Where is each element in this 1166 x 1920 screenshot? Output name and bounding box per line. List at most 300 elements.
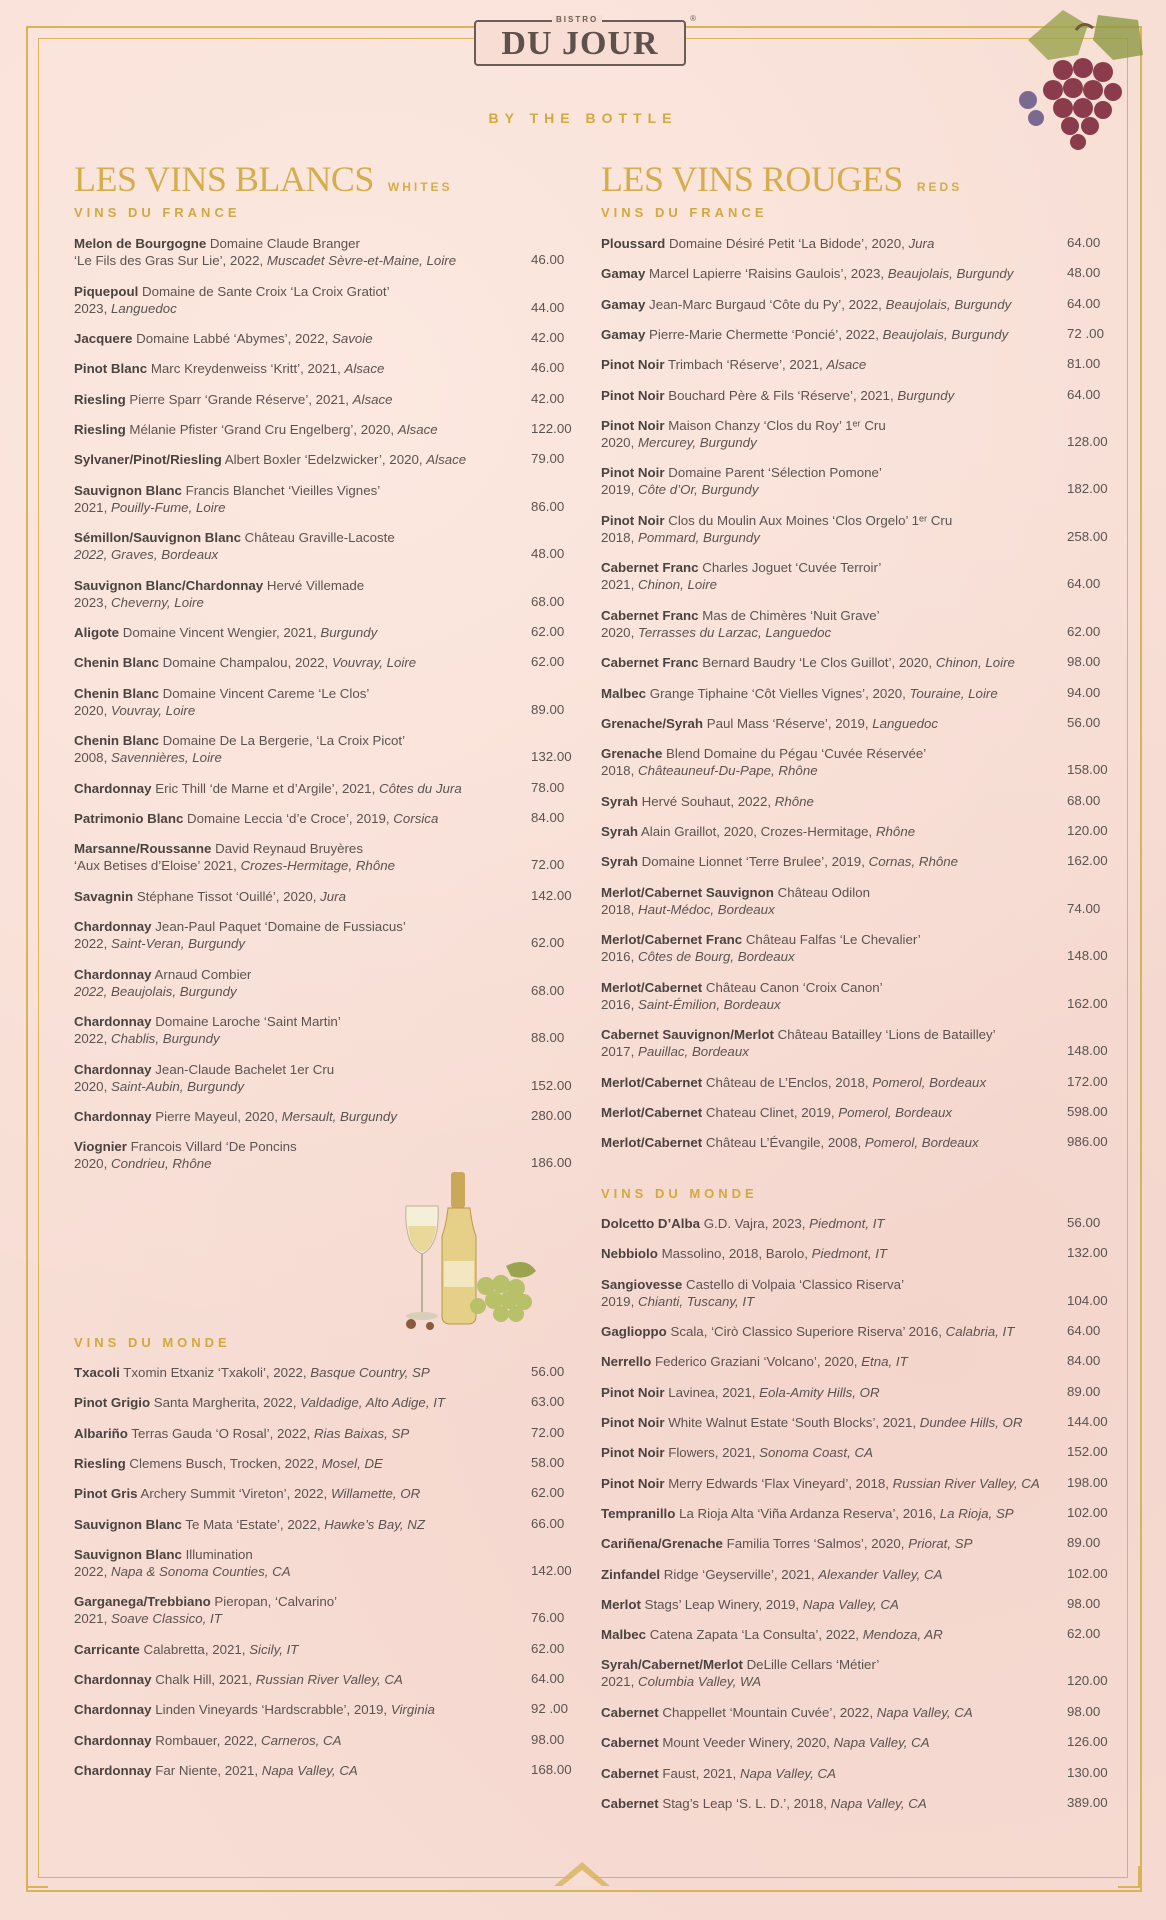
wine-item	[601, 607, 880, 641]
wine-grape: Syrah	[601, 824, 638, 839]
whites-france-heading: VINS DU FRANCE	[74, 205, 241, 220]
wine-region: Rias Baixas, SP	[313, 1425, 410, 1441]
wine-region: Mosel, DE	[321, 1455, 383, 1471]
wine-producer: Merry Edwards ‘Flax Vineyard’, 2018,	[664, 1475, 893, 1491]
wine-grape: Merlot	[601, 1596, 641, 1612]
wine-producer: Archery Summit ‘Vireton’, 2022,	[137, 1486, 331, 1502]
wine-item	[601, 1026, 996, 1060]
wine-producer: Scala, ‘Cirò Classico Superiore Riserva’ 2016,	[666, 1324, 946, 1340]
wine-producer: Domaine Parent ‘Sélection Pomone’	[664, 465, 882, 481]
reds-title	[601, 158, 962, 200]
wine-region: Basque Country, SP	[310, 1365, 430, 1380]
wine-price: 130.00	[1067, 1764, 1108, 1780]
wine-grape: Marsanne/Roussanne	[74, 841, 212, 857]
wine-item	[601, 1765, 836, 1782]
wine-region: Pauillac, Bordeaux	[637, 1044, 749, 1060]
wine-item	[601, 1444, 873, 1461]
wine-item	[601, 1656, 879, 1690]
wine-price: 68.00	[531, 593, 565, 609]
wine-price: 104.00	[1067, 1292, 1108, 1308]
wine-grape: Syrah	[601, 793, 638, 809]
wine-region: Pomerol, Bordeaux	[838, 1104, 953, 1120]
wine-region: Napa Valley, CA	[261, 1763, 358, 1778]
grapes-icon	[1008, 0, 1148, 170]
wine-price: 162.00	[1067, 853, 1108, 869]
wine-producer: Domaine Désiré Petit ‘La Bidode’, 2020,	[665, 236, 909, 251]
wine-region: Chinon, Loire	[637, 577, 718, 593]
wine-price: 148.00	[1067, 948, 1108, 964]
wine-item	[74, 1516, 425, 1533]
wine-region: Pommard, Burgundy	[637, 529, 760, 545]
wine-grape: Merlot/Cabernet	[601, 1104, 703, 1120]
wine-producer: Arnaud Combier	[151, 966, 252, 982]
wine-producer: Château de L’Enclos, 2018,	[702, 1074, 873, 1090]
wine-region: Russian River Valley, CA	[255, 1672, 403, 1688]
wine-producer: Château L’Évangile, 2008,	[702, 1135, 865, 1151]
wine-item	[601, 884, 870, 918]
wine-price: 68.00	[1067, 792, 1101, 808]
wine-region: Alsace	[344, 361, 385, 377]
wine-price: 68.00	[531, 982, 565, 998]
wine-grape: Merlot/Cabernet Franc	[601, 932, 743, 948]
wine-producer: Federico Graziani ‘Volcano’, 2020,	[651, 1354, 862, 1370]
wine-producer: DeLille Cellars ‘Métier’	[742, 1657, 880, 1673]
wine-item	[74, 966, 251, 1000]
wine-detail: 2023,	[74, 300, 111, 316]
wine-detail: 2021,	[74, 499, 111, 515]
wine-detail: 2008,	[74, 750, 111, 766]
wine-grape: Chardonnay	[74, 1109, 152, 1124]
wine-price: 142.00	[531, 1562, 572, 1578]
wine-item	[601, 1353, 908, 1370]
wine-price: 62.00	[1067, 623, 1101, 639]
wine-item	[601, 793, 814, 810]
wine-producer: Jean-Marc Burgaud ‘Côte du Py’, 2022,	[645, 296, 886, 312]
wine-price: 148.00	[1067, 1043, 1108, 1059]
wine-region: Napa Valley, CA	[802, 1596, 899, 1612]
wine-producer: Eric Thill ‘de Marne et d’Argile’, 2021,	[151, 780, 379, 796]
wine-price: 46.00	[531, 360, 565, 376]
wine-grape: Merlot/Cabernet	[601, 1074, 703, 1090]
wine-detail: 2020,	[74, 1156, 111, 1172]
wine-producer: Pieropan, ‘Calvarino’	[210, 1594, 338, 1610]
wine-region: Châteauneuf-Du-Pape, Rhône	[637, 763, 818, 779]
wine-grape: Chardonnay	[74, 919, 152, 934]
wine-region: Jura	[908, 236, 935, 251]
wine-item	[601, 1134, 979, 1151]
wine-region: Napa Valley, CA	[830, 1795, 927, 1811]
wine-price: 62.00	[1067, 1626, 1101, 1642]
wine-grape: Pinot Blanc	[74, 361, 148, 377]
wine-price: 56.00	[531, 1364, 565, 1379]
wine-price: 62.00	[531, 1640, 565, 1656]
wine-price: 48.00	[531, 546, 565, 561]
wine-producer: Castello di Volpaia ‘Classico Riserva’	[682, 1276, 905, 1292]
wine-item	[74, 840, 395, 874]
wine-producer: Château Falfas ‘Le Chevalier’	[742, 932, 921, 948]
wine-producer: Far Niente, 2021,	[151, 1763, 262, 1778]
wine-producer: Santa Margherita, 2022,	[150, 1395, 301, 1411]
wine-grape: Txacoli	[74, 1365, 120, 1380]
wine-producer: Clemens Busch, Trocken, 2022,	[125, 1455, 322, 1471]
wine-region: Burgundy	[897, 387, 955, 403]
wine-region: Valdadige, Alto Adige, IT	[300, 1395, 446, 1411]
wine-item	[74, 1108, 397, 1125]
wine-producer: Clos du Moulin Aux Moines ‘Clos Orgelo’ 1ᵉʳ Cru	[664, 512, 953, 528]
corner-ornament	[26, 26, 48, 48]
wine-grape: Nebbiolo	[601, 1246, 658, 1262]
tagline: BY THE BOTTLE	[488, 110, 678, 126]
wine-item	[74, 330, 373, 347]
wine-grape: Chenin Blanc	[74, 685, 159, 701]
wine-grape: Pinot Noir	[601, 1475, 665, 1491]
wine-producer: Illumination	[181, 1546, 253, 1562]
wine-producer: Pierre-Marie Chermette ‘Poncié’, 2022,	[645, 326, 883, 342]
wine-grape: Gamay	[601, 266, 646, 282]
wine-producer: Massolino, 2018, Barolo,	[657, 1246, 812, 1262]
wine-item	[601, 265, 1013, 282]
wine-detail: 2022,	[74, 936, 111, 951]
wine-price: 84.00	[1067, 1353, 1101, 1369]
wine-producer: Chappellet ‘Mountain Cuvée’, 2022,	[658, 1704, 877, 1720]
wine-price: 74.00	[1067, 900, 1101, 916]
wine-producer: Linden Vineyards ‘Hardscrabble’, 2019,	[151, 1702, 391, 1718]
wine-producer: Marc Kreydenweiss ‘Kritt’, 2021,	[147, 361, 345, 377]
wine-price: 72.00	[531, 857, 565, 873]
wine-grape: Pinot Noir	[601, 387, 665, 403]
wine-producer: Château Graville-Lacoste	[240, 530, 395, 545]
wine-grape: Aligote	[74, 625, 120, 640]
wine-price: 120.00	[1067, 1673, 1108, 1689]
wine-producer: Domaine De La Bergerie, ‘La Croix Picot’	[158, 733, 406, 749]
wine-price: 84.00	[531, 809, 565, 825]
wine-item	[74, 1593, 337, 1627]
wine-region: Priorat, SP	[908, 1536, 973, 1552]
wine-price: 66.00	[531, 1515, 565, 1531]
wine-region: Napa & Sonoma Counties, CA	[110, 1563, 291, 1579]
whites-title-text: LES VINS BLANCS	[74, 159, 374, 199]
wine-item	[601, 715, 938, 732]
wine-region: Columbia Valley, WA	[637, 1674, 762, 1690]
whites-title	[74, 158, 453, 200]
wine-grape: Chardonnay	[74, 1763, 152, 1778]
wine-detail: 2017,	[601, 1044, 638, 1060]
wine-price: 102.00	[1067, 1504, 1108, 1520]
wine-region: Muscadet Sèvre-et-Maine, Loire	[266, 253, 457, 268]
wine-producer: Paul Mass ‘Réserve’, 2019,	[703, 715, 873, 731]
wine-region: Haut-Médoc, Bordeaux	[637, 901, 775, 917]
logo-registered-mark: ®	[690, 14, 696, 23]
wine-grape: Chenin Blanc	[74, 655, 159, 671]
wine-grape: Piquepoul	[74, 283, 139, 299]
wine-region: Chablis, Burgundy	[110, 1031, 220, 1046]
wine-producer: Familia Torres ‘Salmos’, 2020,	[722, 1536, 909, 1552]
wine-item	[601, 1104, 952, 1121]
wine-item	[601, 823, 915, 840]
wine-price: 42.00	[531, 330, 565, 345]
wine-price: 182.00	[1067, 481, 1108, 497]
wine-detail: 2021,	[74, 1611, 111, 1627]
wine-producer: Château Odilon	[773, 884, 870, 900]
wine-grape: Merlot/Cabernet	[601, 979, 703, 995]
wine-grape: Chenin Blanc	[74, 733, 159, 749]
wine-item	[601, 979, 883, 1013]
wine-price: 168.00	[531, 1762, 572, 1777]
wine-region: Côtes de Bourg, Bordeaux	[637, 949, 795, 965]
wine-price: 89.00	[1067, 1383, 1101, 1399]
wine-price: 72.00	[531, 1424, 565, 1440]
wine-price: 389.00	[1067, 1794, 1108, 1810]
wine-region: Napa Valley, CA	[876, 1704, 973, 1720]
wine-item	[74, 529, 395, 563]
wine-region: Chinon, Loire	[935, 655, 1015, 671]
wine-item	[601, 1535, 973, 1552]
wine-detail: ‘Aux Betises d’Eloise’ 2021,	[74, 858, 241, 874]
wine-item	[74, 1641, 298, 1658]
wine-grape: Pinot Noir	[601, 417, 665, 433]
wine-price: 162.00	[1067, 995, 1108, 1011]
wine-grape: Pinot Noir	[601, 1445, 665, 1461]
wine-grape: Sauvignon Blanc	[74, 1546, 182, 1562]
wine-grape: Gamay	[601, 296, 646, 312]
wine-item	[601, 685, 998, 702]
wine-region: 2022, Graves, Bordeaux	[74, 547, 219, 562]
wine-grape: Cabernet	[601, 1795, 659, 1811]
wine-region: Mendoza, AR	[862, 1627, 943, 1643]
wine-grape: Gamay	[601, 326, 646, 342]
wine-detail: 2016,	[601, 996, 638, 1012]
wine-price: 172.00	[1067, 1073, 1108, 1089]
wine-region: Beaujolais, Burgundy	[885, 296, 1012, 312]
wine-price: 94.00	[1067, 684, 1101, 700]
wine-region: Savoie	[331, 331, 373, 346]
wine-price: 92 .00	[531, 1701, 568, 1717]
wine-price: 98.00	[1067, 1595, 1101, 1611]
wine-producer: Trimbach ‘Réserve’, 2021,	[664, 357, 827, 373]
wine-item	[74, 1701, 435, 1718]
wine-item	[601, 654, 1015, 671]
wine-region: Mersault, Burgundy	[281, 1109, 397, 1124]
whites-subtitle: WHITES	[387, 180, 453, 194]
wine-region: Cheverny, Loire	[110, 594, 204, 610]
wine-price: 120.00	[1067, 823, 1108, 838]
wine-price: 128.00	[1067, 433, 1108, 449]
wine-price: 78.00	[531, 779, 565, 795]
wine-grape: Cariñena/Grenache	[601, 1536, 723, 1552]
wine-item	[74, 1546, 291, 1580]
wine-price: 79.00	[531, 451, 565, 467]
wine-item	[74, 1762, 358, 1779]
wine-item	[74, 1425, 409, 1442]
wine-producer: Domaine Lionnet ‘Terre Brulee’, 2019,	[637, 854, 869, 870]
wine-detail: 2020,	[74, 1078, 111, 1094]
wine-item	[601, 1384, 880, 1401]
wine-region: Vouvray, Loire	[110, 702, 196, 718]
wine-detail: 2019,	[601, 1293, 638, 1309]
wine-item	[601, 1323, 1014, 1340]
wine-region: Beaujolais, Burgundy	[887, 266, 1014, 282]
wine-item	[601, 931, 921, 965]
wine-item	[601, 1795, 927, 1812]
wine-grape: Savagnin	[74, 888, 134, 904]
wine-price: 76.00	[531, 1610, 565, 1626]
wine-price: 186.00	[531, 1155, 572, 1171]
wine-price: 102.00	[1067, 1565, 1108, 1581]
wine-price: 86.00	[531, 498, 565, 514]
wine-producer: Jean-Paul Paquet ‘Domaine de Fussiacus’	[151, 919, 406, 934]
wine-producer: Pierre Mayeul, 2020,	[151, 1109, 282, 1124]
wine-grape: Syrah/Cabernet/Merlot	[601, 1657, 743, 1673]
wine-region: La Rioja, SP	[939, 1505, 1014, 1521]
wine-producer: Marcel Lapierre ‘Raisins Gaulois’, 2023,	[645, 266, 888, 282]
wine-item	[74, 1061, 334, 1095]
wine-producer: La Rioja Alta ‘Viña Ardanza Reserva’, 2016,	[675, 1505, 940, 1521]
wine-producer: Mélanie Pfister ‘Grand Cru Engelberg’, 2020,	[125, 421, 398, 437]
wine-price: 98.00	[1067, 654, 1101, 670]
wine-grape: Sauvignon Blanc	[74, 482, 182, 498]
wine-price: 158.00	[1067, 762, 1108, 778]
wine-region: Alexander Valley, CA	[818, 1566, 943, 1582]
wine-region: Condrieu, Rhône	[110, 1156, 212, 1172]
wine-price: 144.00	[1067, 1414, 1108, 1429]
wine-item	[74, 1455, 383, 1472]
wine-item	[601, 853, 958, 870]
wine-producer: Francois Villard ‘De Poncins	[126, 1139, 297, 1155]
wine-grape: Merlot/Cabernet Sauvignon	[601, 884, 774, 900]
wine-region: Saint-Émilion, Bordeaux	[637, 996, 781, 1012]
wine-producer: Jean-Claude Bachelet 1er Cru	[151, 1061, 335, 1077]
wine-producer: Domaine Labbé ‘Abymes’, 2022,	[132, 331, 332, 346]
wine-item	[74, 283, 390, 317]
wine-grape: Malbec	[601, 1627, 647, 1643]
wine-price: 98.00	[531, 1731, 565, 1747]
wine-region: Mercurey, Burgundy	[637, 434, 757, 450]
wine-region: Côte d’Or, Burgundy	[637, 482, 759, 498]
wine-region: Virginia	[390, 1702, 435, 1718]
wine-producer: Mount Veeder Winery, 2020,	[658, 1735, 834, 1751]
wine-grape: Cabernet Franc	[601, 560, 699, 576]
wine-item	[74, 482, 380, 516]
wine-detail: 2018,	[601, 529, 638, 545]
wine-grape: Gaglioppo	[601, 1324, 667, 1340]
wine-producer: Château Canon ‘Croix Canon’	[702, 979, 883, 995]
wine-grape: Pinot Noir	[601, 512, 665, 528]
wine-detail: 2018,	[601, 763, 638, 779]
wine-price: 62.00	[531, 935, 565, 950]
wine-price: 258.00	[1067, 528, 1108, 544]
wine-region: Napa Valley, CA	[833, 1735, 930, 1751]
wine-region: Dundee Hills, OR	[919, 1415, 1023, 1430]
wine-producer: Faust, 2021,	[658, 1765, 740, 1781]
wine-grape: Chardonnay	[74, 966, 152, 982]
wine-producer: Château Batailley ‘Lions de Batailley’	[773, 1027, 996, 1043]
wine-detail: 2020,	[601, 434, 638, 450]
wine-item	[601, 1245, 887, 1262]
wine-item	[74, 1138, 297, 1172]
wine-price: 81.00	[1067, 356, 1101, 372]
wine-region: Terrasses du Larzac, Languedoc	[637, 624, 832, 640]
wine-grape: Chardonnay	[74, 1702, 152, 1718]
wine-item	[74, 1013, 341, 1047]
wine-grape: Cabernet	[601, 1765, 659, 1781]
wine-region: Corsica	[393, 810, 439, 826]
wine-price: 62.00	[531, 654, 565, 670]
white-wine-icon	[386, 1166, 556, 1336]
wine-producer: Domaine Laroche ‘Saint Martin’	[151, 1014, 341, 1029]
wine-item	[74, 624, 377, 641]
wine-grape: Viognier	[74, 1139, 127, 1155]
wine-item	[74, 421, 438, 438]
wine-grape: Cabernet Sauvignon/Merlot	[601, 1027, 774, 1043]
wine-region: Languedoc	[872, 715, 939, 731]
wine-grape: Merlot/Cabernet	[601, 1135, 703, 1151]
wine-grape: Sauvignon Blanc	[74, 1516, 182, 1532]
wine-price: 132.00	[531, 749, 572, 765]
reds-monde-heading: VINS DU MONDE	[601, 1186, 758, 1201]
wine-item	[74, 1732, 342, 1749]
wine-producer: Stags’ Leap Winery, 2019,	[640, 1596, 803, 1612]
wine-price: 152.00	[1067, 1444, 1108, 1460]
wine-detail: 2023,	[74, 594, 111, 610]
reds-title-text: LES VINS ROUGES	[601, 159, 903, 199]
wine-item	[601, 1475, 1040, 1492]
wine-item	[601, 1734, 930, 1751]
wine-producer: Blend Domaine du Pégau ‘Cuvée Réservée’	[662, 746, 927, 762]
wine-item	[601, 356, 866, 373]
wine-grape: Albariño	[74, 1425, 128, 1441]
wine-grape: Carricante	[74, 1641, 140, 1657]
wine-detail: 2022,	[74, 1031, 111, 1046]
wine-producer: Te Mata ‘Estate’, 2022,	[181, 1516, 325, 1532]
wine-grape: Grenache	[601, 746, 663, 762]
wine-item	[74, 577, 364, 611]
wine-item	[601, 512, 952, 546]
wine-price: 142.00	[531, 887, 572, 903]
wine-price: 152.00	[531, 1077, 572, 1093]
wine-item	[601, 235, 934, 252]
wine-grape: Tempranillo	[601, 1505, 676, 1521]
wine-region: Burgundy	[320, 625, 378, 640]
wine-region: Soave Classico, IT	[110, 1611, 222, 1627]
wine-detail: 2021,	[601, 1674, 638, 1690]
wine-price: 198.00	[1067, 1474, 1108, 1490]
corner-ornament	[1118, 1866, 1140, 1888]
wine-grape: Sylvaner/Pinot/Riesling	[74, 452, 222, 468]
wine-producer: Chateau Clinet, 2019,	[702, 1104, 839, 1120]
wine-grape: Grenache/Syrah	[601, 715, 703, 731]
wine-producer: Ridge ‘Geyserville’, 2021,	[660, 1566, 819, 1582]
wine-price: 122.00	[531, 420, 572, 436]
wine-price: 598.00	[1067, 1103, 1108, 1119]
wine-region: Pouilly-Fume, Loire	[110, 499, 226, 515]
wine-item	[74, 810, 438, 827]
wine-price: 89.00	[531, 701, 565, 717]
wine-price: 44.00	[531, 299, 565, 315]
wine-price: 72 .00	[1067, 325, 1104, 341]
wine-producer: G.D. Vajra, 2023,	[700, 1216, 810, 1231]
wine-item	[74, 235, 456, 269]
wine-producer: Francis Blanchet ‘Vieilles Vignes’	[181, 482, 381, 498]
wine-region: Languedoc	[110, 300, 177, 316]
wine-producer: Stéphane Tissot ‘Ouillé’, 2020,	[133, 888, 321, 904]
wine-item	[74, 391, 393, 408]
wine-item	[601, 326, 1008, 343]
wine-region: Crozes-Hermitage, Rhône	[240, 858, 396, 874]
wine-price: 64.00	[531, 1671, 565, 1687]
wine-grape: Chardonnay	[74, 1672, 152, 1688]
wine-price: 64.00	[1067, 295, 1101, 311]
wine-grape: Sangiovesse	[601, 1276, 683, 1292]
